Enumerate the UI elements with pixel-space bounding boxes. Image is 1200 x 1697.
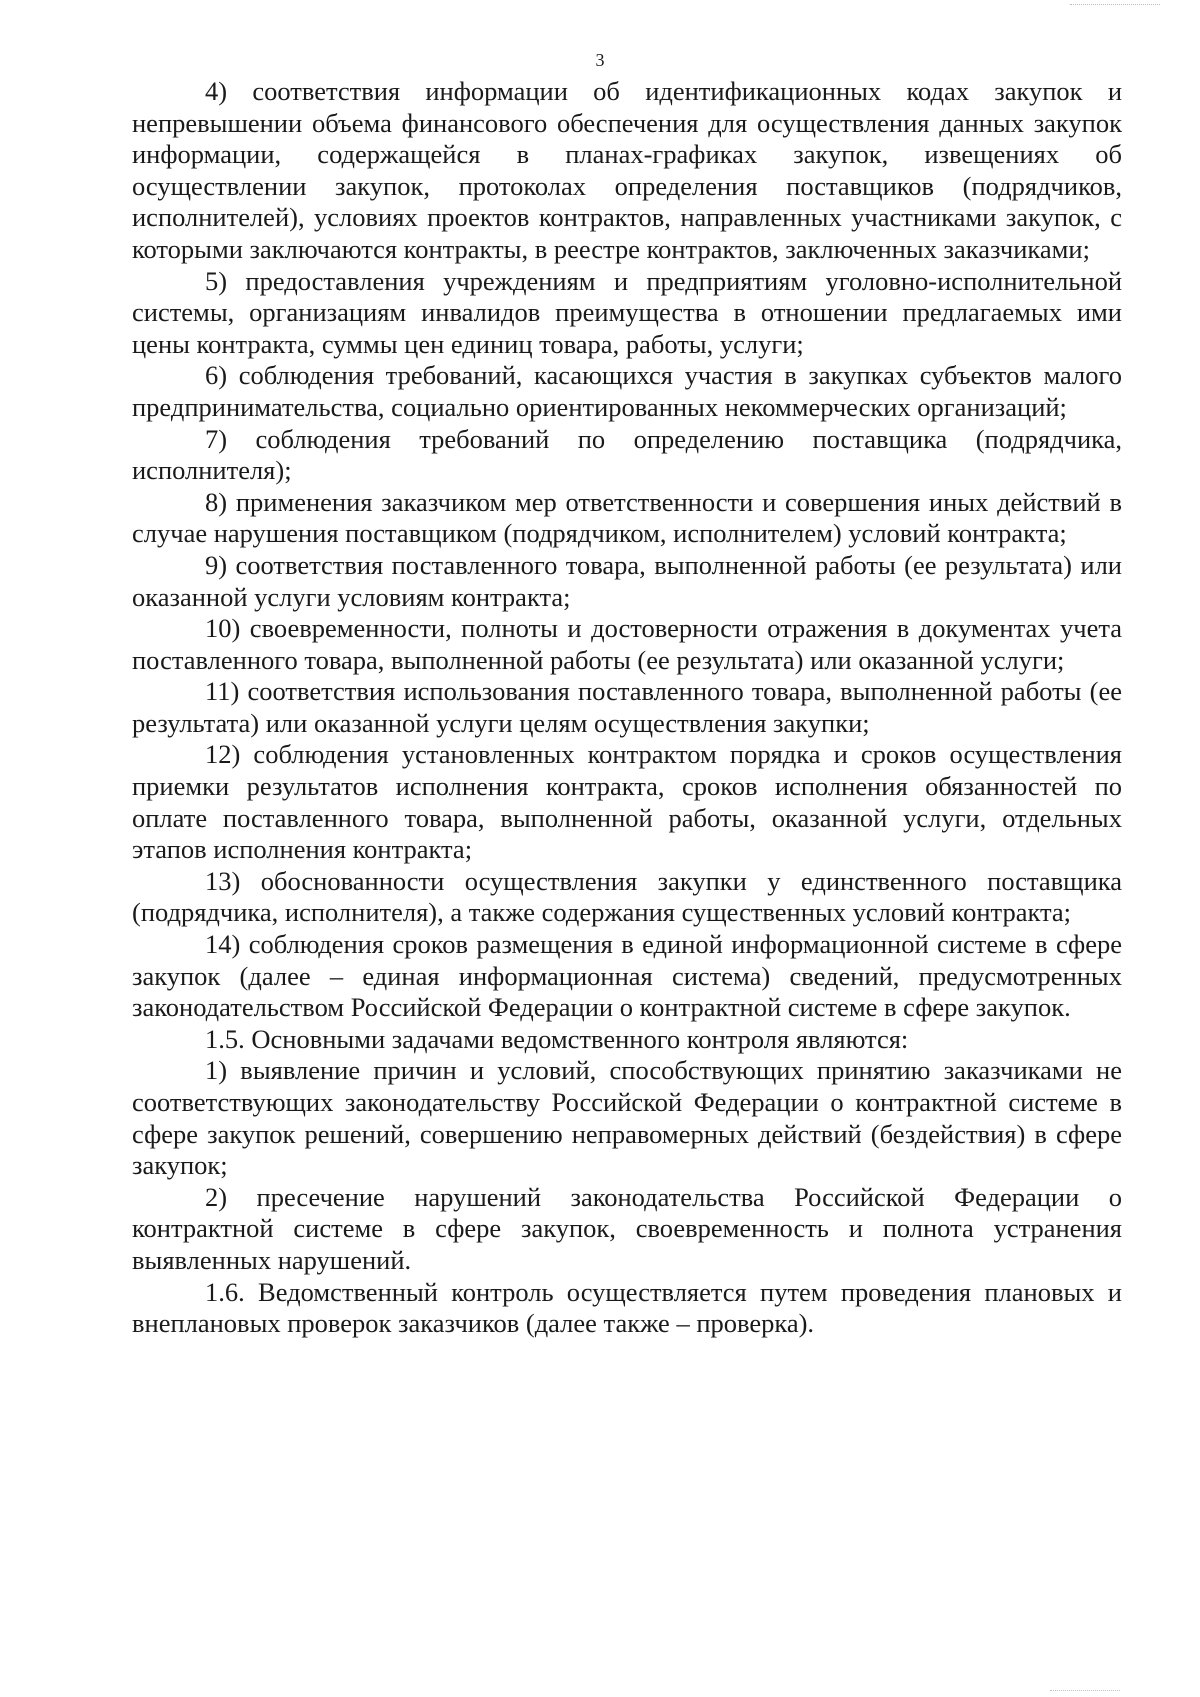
paragraph-item-8: 8) применения заказчиком мер ответственности и совершения иных действий в случае нарушения поставщиком (подрядчиком, исполнителем) условий контракта; bbox=[132, 486, 1122, 549]
task-item-2: 2) пресечение нарушений законодательства Российской Федерации о контрактной системе в сфере закупок, своевременность и полнота устранения выявленных нарушений. bbox=[132, 1181, 1122, 1275]
paragraph-item-6: 6) соблюдения требований, касающихся участия в закупках субъектов малого предпринимательства, социально ориентированных некоммерческих организаций; bbox=[132, 360, 1122, 422]
paragraph-item-10: 10) своевременности, полноты и достоверности отражения в документах учета поставленного товара, выполненной работы (ее результата) или оказанной услуги; bbox=[132, 613, 1122, 675]
document-body bbox=[132, 76, 1122, 1340]
paragraph-item-4: 4) соответствия информации об идентификационных кодах закупок и непревышении объема финансового обеспечения для осуществления данных закупок информации, содержащейся в планах-графиках закупок, извещениях об осуществлении закупок, протоколах определения поставщиков (подрядчиков, исполнителей), условиях проектов контрактов, направленных участниками закупок, с которыми заключаются контракты, в реестре контрактов, заключенных заказчиками; bbox=[132, 76, 1122, 264]
paragraph-item-13: 13) обоснованности осуществления закупки у единственного поставщика (подрядчика, исполнителя), а также содержания существенных условий контракта; bbox=[132, 865, 1122, 928]
paragraph-item-7: 7) соблюдения требований по определению поставщика (подрядчика, исполнителя); bbox=[132, 423, 1122, 486]
scan-mark-top bbox=[1070, 0, 1160, 5]
page-number: 3 bbox=[595, 50, 605, 70]
paragraph-item-12: 12) соблюдения установленных контрактом порядка и сроков осуществления приемки результатов исполнения контракта, сроков исполнения обязанностей по оплате поставленного товара, выполненной работы, оказанной услуги, отдельных этапов исполнения контракта; bbox=[132, 739, 1122, 865]
section-1-5-heading: 1.5. Основными задачами ведомственного контроля являются: bbox=[205, 1023, 909, 1054]
paragraph-item-9: 9) соответствия поставленного товара, выполненной работы (ее результата) или оказанной услуги условиям контракта; bbox=[132, 549, 1122, 612]
paragraph-item-14: 14) соблюдения сроков размещения в единой информационной системе в сфере закупок (далее – единая информационная система) сведений, предусмотренных законодательством Российской Федерации о контрактной системе в сфере закупок. bbox=[132, 929, 1122, 1023]
paragraph-item-5: 5) предоставления учреждениям и предприятиям уголовно-исполнительной системы, организациям инвалидов преимущества в отношении предлагаемых ими цены контракта, суммы цен единиц товара, работы, услуги; bbox=[132, 265, 1122, 359]
task-item-1: 1) выявление причин и условий, способствующих принятию заказчиками не соответствующих законодательству Российской Федерации о контрактной системе в сфере закупок решений, совершению неправомерных действий (бездействия) в сфере закупок; bbox=[132, 1055, 1122, 1181]
scan-mark-bottom bbox=[1050, 1690, 1120, 1695]
section-1-6-paragraph: 1.6. Ведомственный контроль осуществляется путем проведения плановых и внеплановых проверок заказчиков (далее также – проверка). bbox=[132, 1276, 1122, 1339]
paragraph-item-11: 11) соответствия использования поставленного товара, выполненной работы (ее результата) или оказанной услуги целям осуществления закупки; bbox=[132, 676, 1122, 738]
